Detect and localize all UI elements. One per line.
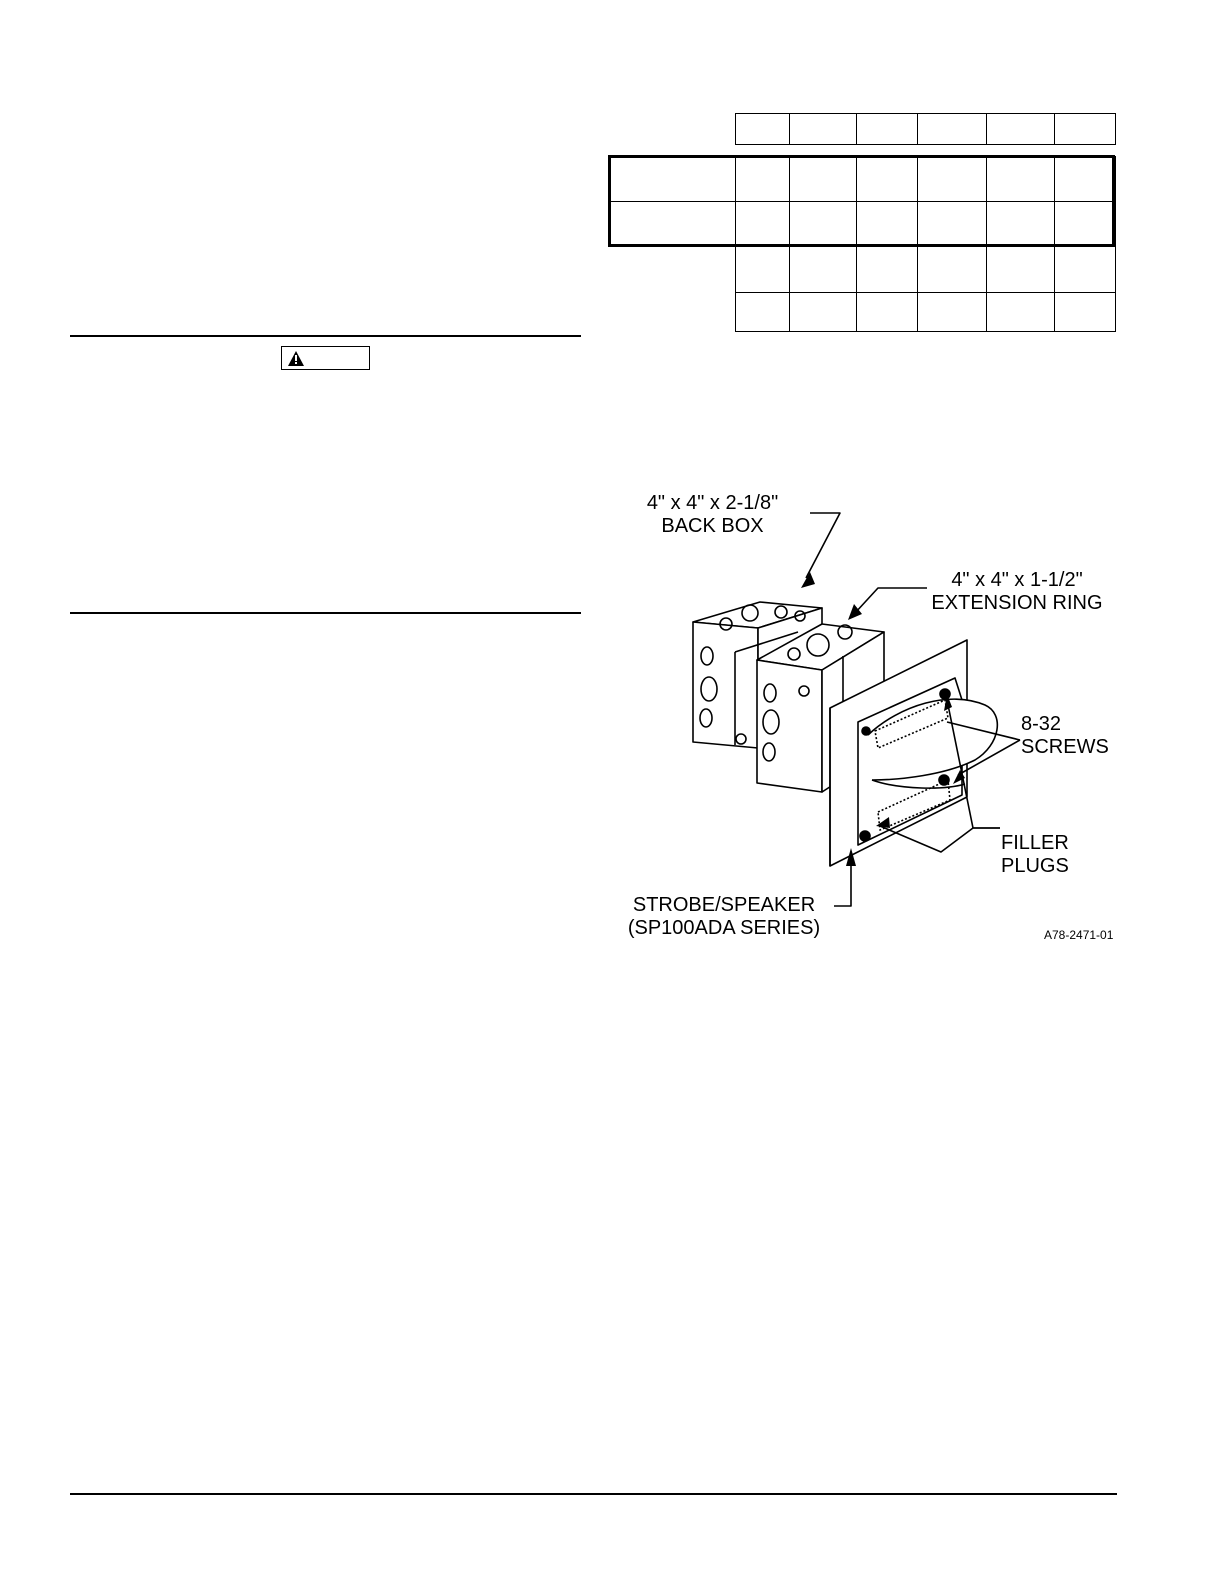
warning-icon [288,351,304,366]
extension-ring-label: 4" x 4" x 1-1/2" EXTENSION RING [931,569,1103,614]
strobe-speaker-label: STROBE/SPEAKER (SP100ADA SERIES) [627,894,821,939]
drawing-number: A78-2471-01 [1044,928,1114,942]
section-rule-top [70,335,581,337]
spec-table-header-row [735,113,1116,145]
screws-label: 8-32 SCREWS [1021,713,1109,758]
warning-box [281,346,370,370]
spec-table-highlight [608,155,1115,247]
back-box-label: 4" x 4" x 2-1/8" BACK BOX [646,492,779,537]
section-rule-bottom [70,612,581,614]
filler-plugs-label: FILLER PLUGS [1001,832,1069,877]
footer-rule [70,1493,1117,1495]
